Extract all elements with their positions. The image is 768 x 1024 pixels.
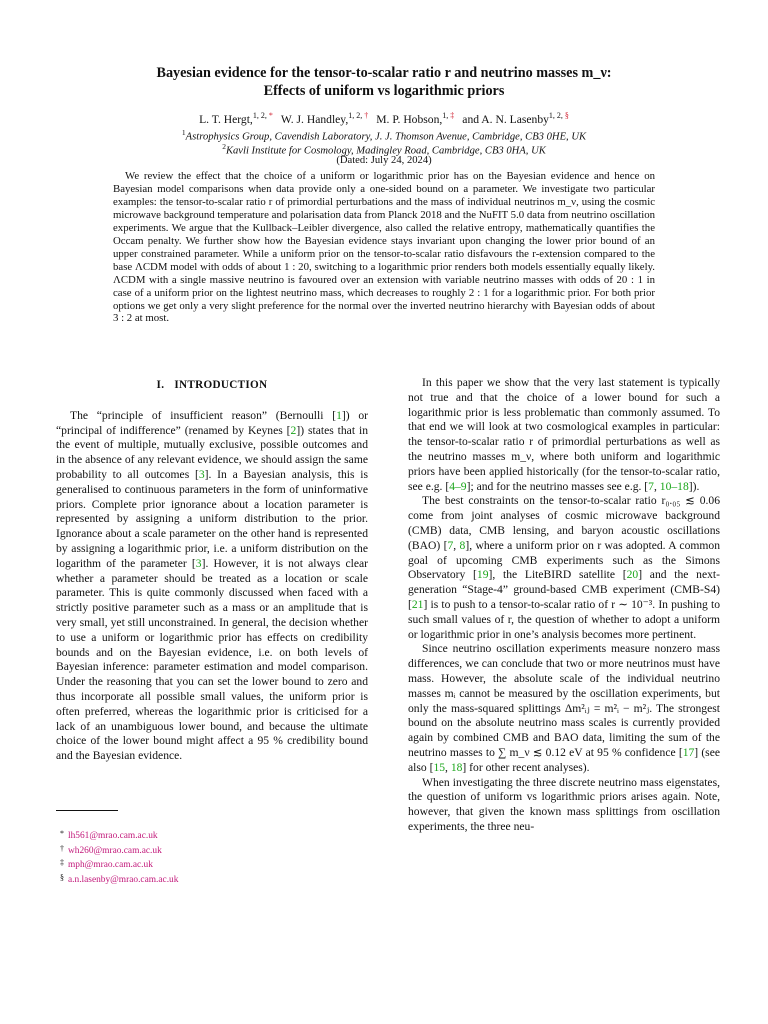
author-affiliation-sup: 1, 2, — [348, 111, 363, 120]
paragraph-text: The “principle of insufficient reason” (Bernoulli [ — [70, 408, 337, 422]
paragraph-text: When investigating the three discrete neutrino mass eigenstates, the question of uniform vs logarithmic priors arises again. Note, however, that given the known mass splittings from oscillation experiments, the three neu- — [408, 775, 720, 833]
paragraph-text: ] (see also [ — [408, 745, 720, 774]
footnote-mark: * — [60, 829, 64, 838]
paragraph-text: ]. However, it is not always clear whether a parameter should be treated as a location or scale parameter. This is quite commonly discussed when faced with a strictly positive parameter such as a mass or an amplitude that is very small, yet still unconstrained. In general, the decision whether to use a uniform or logarithmic prior has effects on credibility bounds and on the Bayesian evidence, i.e. on both levels of Bayesian inference: parameter estimation and model comparison. Under the reasoning that you can set the lower bound to zero and thus incorporate all possible small values, the uniform prior is often preferred, whereas the logarithmic prior is criticised for a lack of an unambiguous lower bound, and because the ultimate choice of the lower bound might affect a 95 % credibility bound and the Bayesian evidence. — [56, 556, 369, 763]
author-footnote-mark[interactable]: ‡ — [448, 111, 455, 120]
footnote-item — [56, 872, 356, 887]
section-title: INTRODUCTION — [174, 379, 268, 391]
footnote-mark: § — [60, 872, 64, 882]
email-link[interactable]: a.n.lasenby@mrao.cam.ac.uk — [68, 874, 179, 885]
body-paragraph — [408, 494, 720, 642]
author-name: W. J. Handley, — [280, 112, 349, 126]
citation-link[interactable]: 19 — [476, 568, 489, 582]
paragraph-text: , — [445, 760, 451, 774]
citation-link[interactable]: 2 — [290, 423, 297, 437]
footnote-item — [56, 843, 356, 858]
affiliation-text: Astrophysics Group, Cavendish Laboratory, J. J. Thomson Avenue, Cambridge, CB3 0HE, UK — [185, 131, 587, 143]
citation-link[interactable]: 7 — [447, 538, 454, 552]
paragraph-text: ]) states that in the event of multiple, mutually exclusive, possible outcomes and in the absence of any relevant evidence, we should assign the same probability to all outcomes [ — [56, 423, 368, 481]
paragraph-text: ]; and for the neutrino masses see e.g. [ — [466, 479, 649, 493]
right-column — [408, 376, 720, 835]
body-paragraph — [408, 776, 720, 835]
paragraph-text: , — [653, 479, 660, 493]
paragraph-text: , — [453, 538, 460, 552]
author — [462, 113, 569, 126]
email-link[interactable]: wh260@mrao.cam.ac.uk — [68, 845, 162, 856]
paragraph-text: The best constraints on the tensor-to-scalar ratio r₀.₀₅ ≲ 0.06 come from joint analyses of cosmic microwave background (CMB) data, CMB lensing, and baryon acoustic oscillations (BAO) [ — [408, 494, 720, 552]
body-paragraph — [408, 376, 720, 494]
footnote-item — [56, 828, 356, 843]
paragraph-text: ]) or “principal of indifference” (renamed by Keynes [ — [56, 408, 369, 437]
footnote-item — [56, 857, 356, 872]
paragraph-text: Since neutrino oscillation experiments measure nonzero mass differences, we can conclude that two or more neutrinos must have mass. However, the absolute scale of the individual neutrino masses mᵢ cannot be measured by the oscillation experiments, but only the mass-squared splittings Δm²ᵢⱼ = m²ᵢ − m²ⱼ. The strongest bound on the absolute neutrino mass scales is currently provided again by combined CMB and BAO data, limiting the sum of the neutrino masses to ∑ m_ν ≲ 0.12 eV at 95 % confidence [ — [408, 642, 720, 759]
section-number: I. — [156, 379, 165, 391]
author-affiliation-sup: 1, 2, — [548, 111, 563, 120]
author-list — [60, 108, 708, 127]
affiliation-number: 1 — [181, 128, 186, 137]
left-column — [56, 376, 368, 764]
author — [376, 113, 454, 126]
citation-link[interactable]: 1 — [336, 408, 342, 422]
body-paragraph — [408, 642, 720, 775]
paragraph-text: ], where a uniform prior on r was adopted. A common goal of upcoming CMB experiments such as the Simons Observatory [ — [408, 538, 720, 582]
citation-link[interactable]: 17 — [682, 745, 695, 759]
citation-link[interactable]: 10–18 — [659, 479, 689, 493]
author-name: L. T. Hergt, — [199, 112, 253, 126]
citation-link[interactable]: 21 — [411, 597, 424, 611]
citation-link[interactable]: 4–9 — [449, 479, 467, 493]
paragraph-text: ] and the next-generation “Stage-4” ground-based CMB experiment (CMB-S4) [ — [408, 568, 720, 611]
affiliation-number: 2 — [222, 142, 226, 151]
affiliation-text: Kavli Institute for Cosmology, Madingley Road, Cambridge, CB3 0HA, UK — [225, 145, 546, 157]
author — [281, 113, 368, 126]
footnote-rule — [56, 810, 118, 811]
paragraph-text: ] is to push to a tensor-to-scalar ratio of r ∼ 10⁻³. In pushing to such small values of r, the question of whether to adopt a uniform or logarithmic prior in one’s analysis becomes more pertinent. — [408, 597, 720, 641]
footnotes — [56, 828, 356, 886]
date-line: (Dated: July 24, 2024) — [336, 155, 432, 166]
citation-link[interactable]: 20 — [626, 568, 639, 582]
author-affiliation-sup: 1, 2, — [252, 111, 267, 120]
section-heading — [56, 378, 368, 393]
paper-title — [90, 64, 678, 100]
citation-link[interactable]: 7 — [648, 479, 654, 493]
email-link[interactable]: lh561@mrao.cam.ac.uk — [68, 831, 158, 841]
author-name: M. P. Hobson, — [376, 112, 443, 126]
title-line-1: Bayesian evidence for the tensor-to-scalar ratio r and neutrino masses m_ν: — [156, 65, 612, 81]
citation-link[interactable]: 3 — [195, 556, 202, 570]
abstract-text: We review the effect that the choice of a uniform or logarithmic prior has on the Bayesian evidence and hence on Bayesian model comparisons when data provide only a one-sided bound on a parameter. We investigate two particular examples: the tensor-to-scalar ratio r of primordial perturbations and the mass of individual neutrinos m_ν, using the cosmic microwave background temperature and polarisation data from Planck 2018 and the NuFIT 5.0 data from neutrino oscillation experiments. We argue that the Kullback–Leibler divergence, also called the relative entropy, mathematically quantifies the Occam penalty. We further show how the Bayesian evidence stays invariant upon changing the lower prior bound of an upper constrained parameter. While a uniform prior on the tensor-to-scalar ratio disfavours the r-extension compared to the base ΛCDM model with odds of about 1 : 20, switching to a logarithmic prior renders both models essentially equally likely. ΛCDM with a single massive neutrino is favoured over an extension with variable neutrino masses with odds of 20 : 1 in case of a uniform prior on the lightest neutrino mass, which decreases to roughly 2 : 1 for a logarithmic prior. For both prior options we get only a very slight preference for the normal over the inverted neutrino hierarchy with Bayesian odds of about 3 : 2 at most. — [113, 170, 655, 325]
citation-link[interactable]: 15 — [433, 760, 446, 774]
paragraph-text: ]. In a Bayesian analysis, this is generalised to continuous parameters in the form of uninformative priors. Complete prior ignorance about a location parameter is represented by assigning a uniform distribution to the prior. Ignorance about a scale parameter on the other hand is represented by assigning a logarithmic prior, i.e. a uniform distribution on the logarithm of the parameter [ — [56, 467, 368, 570]
paragraph-text: In this paper we show that the very last statement is typically not true and that the choice of a lower bound for such a logarithmic prior is less problematic than commonly assumed. To that end we will look at two cosmological examples in particular: the tensor-to-scalar ratio r of primordial perturbations as well as the neutrino masses m_ν, where both uniform and logarithmic priors have been applied historically (for the tensor-to-scalar ratio, see e.g. [ — [408, 376, 720, 493]
title-line-2: Effects of uniform vs logarithmic priors — [263, 83, 505, 99]
citation-link[interactable]: 3 — [198, 467, 205, 481]
paragraph-text: ] for other recent analyses). — [462, 760, 590, 774]
paragraph-text: ]). — [688, 479, 700, 493]
author-affiliation-sup: 1, — [442, 111, 449, 120]
author-name: and A. N. Lasenby — [462, 112, 549, 126]
paragraph-text: ], the LiteBIRD satellite [ — [488, 568, 627, 582]
author — [199, 113, 273, 126]
footnote-mark: † — [60, 843, 64, 853]
email-link[interactable]: mph@mrao.cam.ac.uk — [68, 860, 153, 871]
footnote-mark: ‡ — [60, 858, 64, 868]
citation-link[interactable]: 8 — [459, 538, 466, 552]
abstract — [113, 170, 655, 325]
citation-link[interactable]: 18 — [450, 760, 463, 774]
author-footnote-mark[interactable]: § — [562, 111, 569, 120]
author-footnote-mark[interactable]: † — [362, 111, 369, 120]
author-footnote-mark[interactable]: * — [266, 111, 273, 120]
intro-paragraph — [56, 409, 368, 764]
